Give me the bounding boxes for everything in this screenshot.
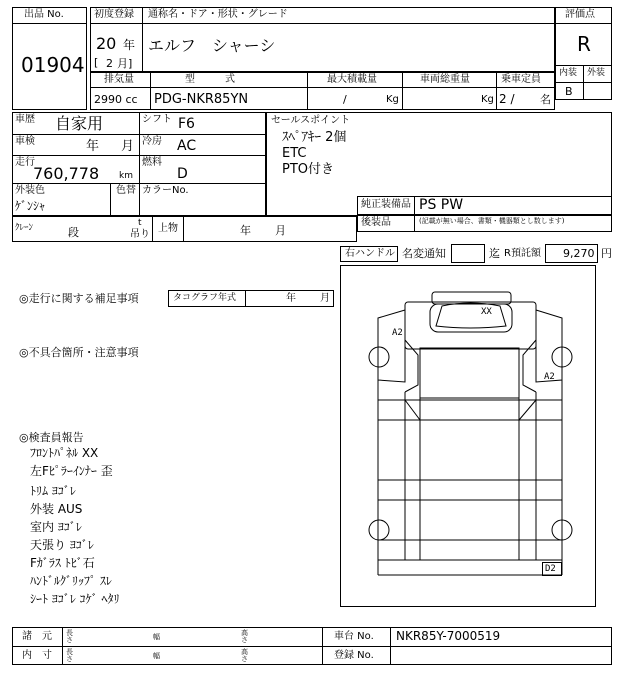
capacity-value: 2 /: [499, 92, 515, 106]
length-label-2: 長さ: [66, 648, 73, 664]
inspection-month-unit: 月: [121, 139, 135, 154]
first-reg-label: 初度登録: [94, 9, 134, 20]
drive-value: 右ハンドル: [345, 248, 395, 259]
damage-mark-a2-right: A2: [544, 372, 555, 382]
chassis-value: NKR85Y-7000519: [396, 629, 501, 643]
inspector-note: 左Fﾋﾟﾗｰｲﾝﾅｰ 歪: [30, 464, 113, 478]
history-value: 自家用: [55, 114, 104, 133]
joyo-month: 月: [275, 224, 286, 237]
fuel-label: 燃料: [142, 157, 162, 168]
inspector-note: 天張り ﾖｺﾞﾚ: [30, 538, 94, 552]
name-label: 通称名・ドア・形状・グレード: [148, 9, 288, 20]
interior-label: 内装: [559, 68, 578, 78]
footer-row2-label: 内 寸: [22, 650, 52, 661]
crane-dan: 段: [68, 226, 79, 239]
shift-label: シフト: [142, 114, 172, 125]
inspector-label: ◎検査員報告: [19, 431, 84, 444]
sales-point-2: ETC: [282, 146, 307, 161]
gvw-label: 車両総重量: [420, 74, 470, 85]
mileage-value: 760,778: [33, 164, 100, 183]
joyo-label: 上物: [158, 223, 178, 234]
tacho-month: 月: [320, 293, 330, 304]
recycle-until-label: 迄: [489, 247, 500, 260]
gvw-unit: Kg: [481, 94, 494, 105]
tacho-year: 年: [286, 293, 296, 304]
damage-mark-a2-left: A2: [392, 328, 403, 338]
year-unit: 年: [123, 38, 136, 52]
inspector-note: Fｶﾞﾗｽ ﾄﾋﾞ石: [30, 556, 95, 570]
inspector-note: 室内 ﾖｺﾞﾚ: [30, 520, 82, 534]
ac-label: 冷房: [142, 136, 162, 147]
inspector-note: ﾊﾝﾄﾞﾙｸﾞﾘｯﾌﾟ ｽﾚ: [30, 574, 112, 588]
lot-number: 01904: [21, 53, 85, 77]
month-close: 月]: [117, 57, 133, 70]
capacity-unit: 名: [540, 93, 551, 106]
recycle-fee-unit: 円: [601, 247, 612, 260]
aftermarket-note: (記載が無い場合、書類・機器類とし数します): [419, 217, 565, 225]
exterior-color-label: 外装色: [15, 185, 45, 196]
inspector-note: ﾄﾘﾑ ﾖｺﾞﾚ: [30, 484, 76, 498]
reg-label: 登録 No.: [334, 650, 374, 661]
car-name: エルフ シャーシ: [148, 36, 276, 55]
mileage-label: 走行: [15, 157, 35, 168]
model-value: PDG-NKR85YN: [154, 92, 249, 107]
options-value: PS PW: [419, 197, 464, 213]
crane-tsuri: 吊り: [130, 229, 150, 240]
displacement-value: 2990 cc: [94, 93, 138, 106]
first-reg-month: 2: [106, 57, 113, 70]
inspection-year-unit: 年: [86, 139, 100, 154]
chassis-label: 車台 No.: [334, 631, 374, 642]
travel-remarks-label: ◎走行に関する補足事項: [19, 292, 139, 305]
width-label-2: 幅: [153, 652, 160, 660]
grade-label: 評価点: [565, 9, 595, 20]
sales-label: セールスポイント: [271, 115, 351, 126]
displacement-label: 排気量: [104, 74, 134, 85]
history-label: 車歴: [15, 114, 35, 125]
sales-point-3: PTO付き: [282, 162, 335, 177]
fuel-value: D: [177, 166, 188, 182]
lot-label: 出品 No.: [24, 9, 64, 20]
footer-row1-label: 諸 元: [22, 631, 52, 642]
name-change-label: 名変通知: [402, 247, 446, 260]
inspection-label: 車検: [15, 136, 35, 147]
damage-mark-xx: XX: [481, 307, 492, 317]
aftermarket-label: 後装品: [361, 217, 391, 228]
vehicle-diagram-frame: [340, 265, 596, 607]
inspector-note: ｼｰﾄ ﾖｺﾞﾚ ｺｹﾞ ﾍﾀﾘ: [30, 592, 120, 606]
inspector-note: ﾌﾛﾝﾄﾊﾟﾈﾙ XX: [30, 446, 99, 460]
max-load-unit: Kg: [386, 94, 399, 105]
exterior-label: 外装: [587, 68, 606, 78]
height-label-1: 高さ: [241, 629, 248, 645]
tachograph-label: タコグラフ年式: [173, 293, 237, 303]
model-label: 型 式: [185, 74, 235, 85]
options-label: 純正装備品: [361, 199, 411, 210]
max-load-label: 最大積載量: [327, 74, 377, 85]
joyo-year: 年: [240, 224, 251, 237]
ac-value: AC: [177, 138, 197, 154]
recycle-fee-value: 9,270: [563, 247, 595, 260]
mileage-unit: km: [119, 171, 133, 181]
damage-mark-d2: D2: [545, 564, 556, 574]
width-label-1: 幅: [153, 633, 160, 641]
color-sym-label: 色替: [116, 185, 136, 196]
exterior-color-value: ｹﾞﾝｼｬ: [15, 199, 46, 213]
crane-t: t: [138, 218, 142, 228]
shift-value: F6: [178, 116, 195, 132]
grade-value: R: [577, 32, 591, 56]
month-open: [: [94, 56, 99, 69]
name-change-box: [451, 244, 485, 263]
color-no-label: カラーNo.: [142, 185, 189, 196]
sales-point-1: ｽﾍﾟｱｷｰ 2個: [282, 130, 347, 145]
crane-label: ｸﾚｰﾝ: [15, 223, 34, 233]
defects-label: ◎不具合箇所・注意事項: [19, 346, 139, 359]
length-label-1: 長さ: [66, 629, 73, 645]
max-load-value: /: [343, 93, 347, 106]
interior-grade: B: [565, 85, 573, 98]
crane-row: [12, 216, 357, 242]
inspector-note: 外装 AUS: [30, 502, 83, 516]
capacity-label: 乗車定員: [501, 74, 541, 85]
recycle-fee-label: R預託額: [504, 248, 541, 259]
height-label-2: 高さ: [241, 648, 248, 664]
first-reg-year: 20: [96, 34, 117, 53]
